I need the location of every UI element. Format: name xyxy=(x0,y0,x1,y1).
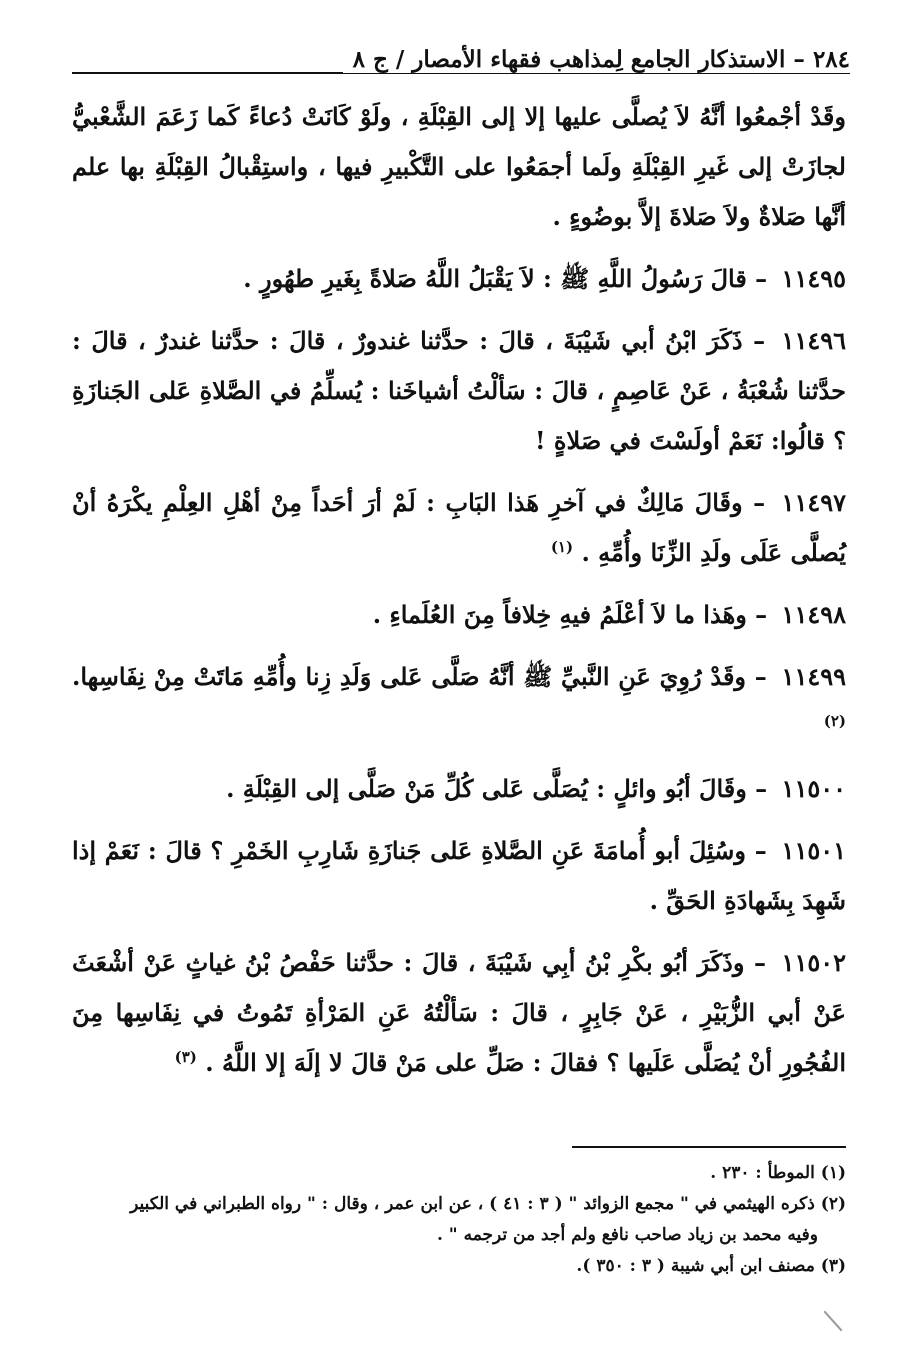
paragraph-11496 xyxy=(72,316,846,466)
footnote-marker: (٢) xyxy=(820,1194,846,1214)
paragraph-11501 xyxy=(72,826,846,926)
footnote-3 xyxy=(72,1251,846,1282)
scan-artifact xyxy=(824,1311,843,1332)
footnote-text: الموطأ : ٢٣٠ . xyxy=(710,1163,815,1183)
footnote-reference[interactable]: (٢) xyxy=(823,712,846,730)
paragraph-text: وقَالَ أبُو وائلٍ : يُصَلَّى عَلى كُلِّ مَنْ صَلَّى إلى القِبْلَةِ . xyxy=(226,774,747,803)
hadith-number: ١١٤٩٨ xyxy=(781,600,846,629)
hadith-number: ١١٥٠١ xyxy=(781,836,846,865)
hadith-number: ١١٤٩٦ xyxy=(781,326,846,355)
paragraph-11500 xyxy=(72,764,846,814)
footnote-marker: (١) xyxy=(820,1163,846,1183)
footnote-separator-rule xyxy=(572,1146,846,1148)
hadith-number: ١١٤٩٧ xyxy=(781,488,846,517)
paragraph-text: ذَكَرَ ابْنُ أبي شَيْبَةَ ، قالَ : حدَّثنا غندورٌ ، قالَ : حدَّثنا غندرٌ ، قالَ : حدَّثنا شُعْبَةُ ، عَنْ عَاصِمٍ ، قالَ : سَألْتُ أشياخَنا : يُسلِّمُ في الصَّلاةِ عَلى الجَنازَةِ ؟ قالُوا: نَعَمْ أولَسْتَ في صَلاةٍ ! xyxy=(72,326,846,455)
number-separator: – xyxy=(746,774,776,803)
footnote-text: مصنف ابن أبي شيبة ( ٣ : ٣٥٠ ). xyxy=(576,1256,815,1276)
paragraph-11498 xyxy=(72,590,846,640)
paragraph-intro xyxy=(72,92,846,242)
running-head: ٢٨٤ – الاستذكار الجامع لِمذاهب فقهاء الأمصار / ج ٨ xyxy=(343,46,850,73)
footnote-reference[interactable]: (١) xyxy=(550,538,574,556)
paragraph-text: وهَذا ما لاَ أعْلَمُ فيهِ خِلافاً مِنَ العُلَماءِ . xyxy=(372,600,747,629)
footnote-text: ذكره الهيثمي في " مجمع الزوائد " ( ٣ : ٤١ ) ، عن ابن عمر ، وقال : " رواه الطبراني في الكبير xyxy=(130,1194,815,1214)
footnote-1 xyxy=(72,1158,846,1189)
page-header xyxy=(72,46,850,86)
footnote-continuation: وفيه محمد بن زياد صاحب نافع ولم أجد من ترجمه " . xyxy=(436,1225,818,1245)
hadith-number: ١١٥٠٠ xyxy=(781,774,846,803)
number-separator: – xyxy=(746,662,776,691)
paragraph-text: وقَدْ رُوِيَ عَنِ النَّبيِّ ﷺ أنَّهُ صَلَّى عَلى وَلَدِ زِنا وأُمِّهِ مَاتَتْ مِنْ نِفَاسِها. xyxy=(72,662,747,691)
hadith-number: ١١٤٩٩ xyxy=(781,662,846,691)
paragraph-11495 xyxy=(72,254,846,304)
paragraph-11502 xyxy=(72,938,846,1088)
paragraph-text: قالَ رَسُولُ اللَّهِ ﷺ : لاَ يَقْبَلُ اللَّهُ صَلاةً بِغَيرِ طهُورٍ . xyxy=(243,264,747,293)
paragraph-11497 xyxy=(72,478,846,578)
hadith-number: ١١٥٠٢ xyxy=(781,948,846,977)
number-separator: – xyxy=(742,326,776,355)
footnotes xyxy=(72,1158,846,1282)
paragraph-text: وذَكَرَ أبُو بكْرِ بْنُ أبِي شَيْبَةَ ، قالَ : حدَّثنا حَفْصُ بْنُ غياثٍ عَنْ أشْعَثَ عَنْ أبي الزُّبَيْرِ ، عَنْ جَابِرٍ ، قالَ : سَألْتُهُ عَنِ المَرْأةِ تَمُوتُ في نِفَاسِها مِنَ الفُجُورِ أنْ يُصَلَّى عَلَيها ؟ فقالَ : صَلِّ على مَنْ قالَ لا إلَهَ إلا اللَّهُ . xyxy=(72,948,846,1077)
footnote-marker: (٣) xyxy=(820,1256,846,1276)
paragraph-text: وقَدْ أجْمعُوا أنَّهُ لاَ يُصلَّى عليها إلا إلى القِبْلَةِ ، ولَوْ كَانَتْ دُعاءً كَما زَعَمَ الشَّعْبيُّ لجازَتْ إلى غَيرِ القِبْلَةِ ولَما أجمَعُوا على التَّكْبيرِ فيها ، واستِقْبالُ القِبْلَةِ بها علم أنَّها صَلاةٌ ولاَ صَلاةَ إلاَّ بوضُوءٍ . xyxy=(72,102,846,231)
number-separator: – xyxy=(746,264,776,293)
main-text xyxy=(72,92,846,1100)
paragraph-11499 xyxy=(72,652,846,752)
number-separator: – xyxy=(745,836,776,865)
number-separator: – xyxy=(742,488,776,517)
footnote-2 xyxy=(72,1189,846,1251)
paragraph-text: وسُئِلَ أبو أُمامَةَ عَنِ الصَّلاةِ عَلى جَنازَةِ شَارِبِ الخَمْرِ ؟ قالَ : نَعَمْ إذا شَهِدَ بِشَهادَةِ الحَقِّ . xyxy=(72,836,846,915)
paragraph-text: وقَالَ مَالِكٌ في آخرِ هَذا البَابِ : لَمْ أرَ أحَداً مِنْ أهْلِ العِلْمِ يكْرَهُ أنْ يُصلَّى عَلَى ولَدِ الزِّنَا وأُمِّهِ . xyxy=(72,488,846,567)
hadith-number: ١١٤٩٥ xyxy=(781,264,846,293)
number-separator: – xyxy=(744,948,776,977)
number-separator: – xyxy=(746,600,776,629)
footnote-reference[interactable]: (٣) xyxy=(174,1048,197,1066)
